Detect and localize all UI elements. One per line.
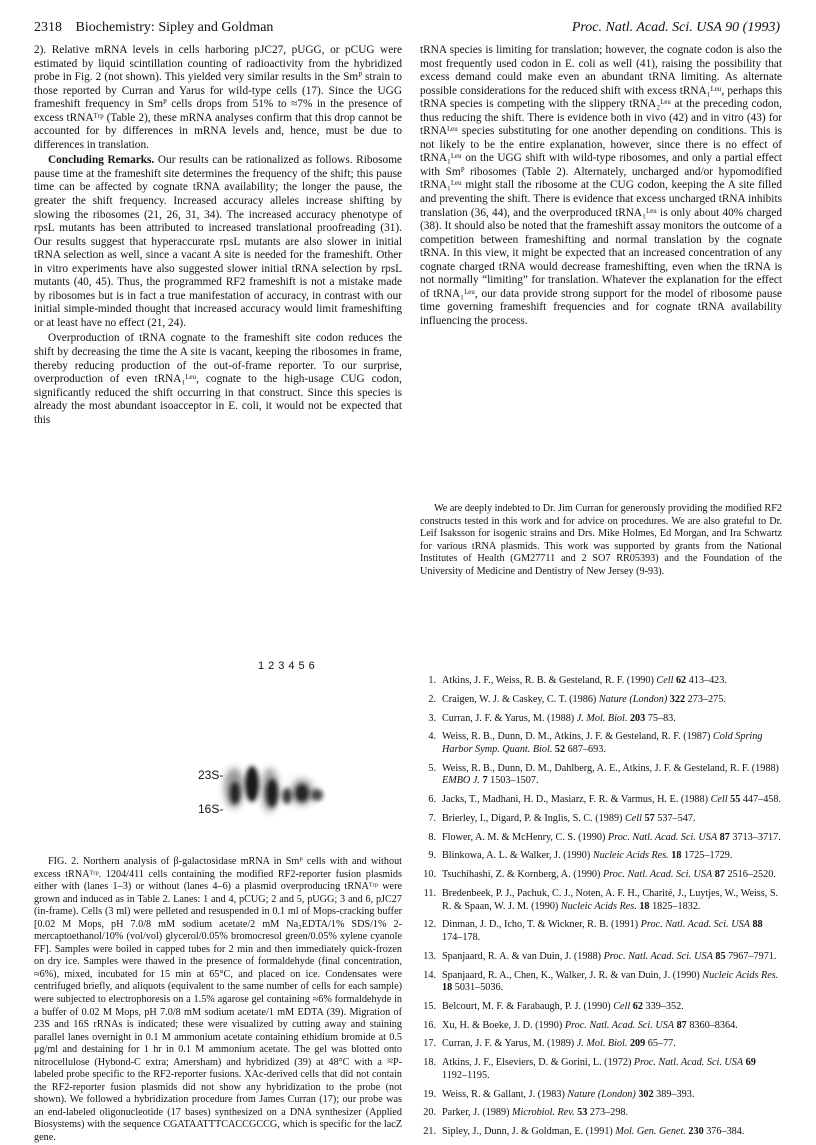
paragraph-text: Our results can be rationalized as follows. Ribosome pause time at the frameshift site determines the frequency of the shift; this pause time can be affected by cognate tRNA availability; the longer the pause, the greater the shift frequency. Increased accuracy alleles increase shifting by slowing the ribosomes (21, 26, 31, 34). The increased accuracy phenotype of rpsL mutants has been attributed to increased translational proofreading (31). Our results suggest that hyperaccurate rpsL mutants are also slower in initial tRNA selection as well, since a vacant A site is needed for the frameshift. Other in vitro experiments have also suggested slower initial tRNA selection by rpsL mutants (40, 45). Thus, the programmed RF2 frameshift is not a mistake made by ribosomes but is in fact a true manifestation of accuracy, in contrast with our initial simple-minded thought that increased accuracy would limit frameshifting or at least have no effect (21, 24). (34, 154, 402, 329)
reference-number: 20. (423, 1107, 436, 1119)
reference-volume: 88 (752, 919, 763, 931)
reference-item (420, 888, 782, 913)
reference-journal: J. Mol. Biol. (576, 712, 628, 724)
reference-authors: Craigen, W. J. & Caskey, C. T. (1986) (442, 693, 597, 705)
reference-pages: 7967–7971. (728, 950, 777, 962)
reference-pages: 2516–2520. (727, 869, 776, 881)
reference-authors: Sipley, J., Dunn, J. & Goldman, E. (1991) (442, 1126, 613, 1138)
band-lane-5 (295, 784, 309, 802)
reference-item (420, 1020, 782, 1033)
caption-text: FIG. 2. Northern analysis of β-galactosidase mRNA in Smᴾ cells with and without excess tRNAᵀʳᵖ. 1204/411 cells containing the modified RF2-reporter fusion plasmids either with (lanes 1–3) or without (lanes 4–6) a plasmid overproducing tRNAᵀʳᵖ were grown and induced as in Table 2. Lanes: 1 and 4, pCUG; 2 and 5, pUGG; 3 and 6, pJC27 (in-frame). Cells (3 ml) were pelleted and resuspended in 0.1 ml of Mops-cracking buffer [0.02 M Mops, pH 7.0/8 mM sodium acetate/2 mM Na₃EDTA/1% SDS/1% 2-mercaptoethanol/10% (vol/vol) glycerol/0.05% bromocresol green/0.05% xylene cyanole FF]. Samples were boiled in capped tubes for 2 min and then immediately quick-frozen on dry ice. Samples were thawed in the presence of formaldehyde (final concentration, ≈6%), mixed, incubated for 15 min at 65°C, and placed on ice. Condensates were centrifuged briefly, and aliquots (equivalent to the same number of cells for each sample) were subjected to electrophoresis on a 1.5% agarose gel containing ≈6% formaldehyde in a buffer of 0.02 M Mops, pH 7.0/8 mM sodium acetate/1 mM EDTA (39). Migration of 23S and 16S rRNAs is indicated; these were visualized by cutting away and staining parallel lanes overnight in 0.1 M ammonium acetate containing ethidium bromide at 0.5 μg/ml and destaining for 1 hr in 0.1 M ammonium acetate. The gel was blotted onto nitrocellulose (Hybond-C extra; Amersham) and hybridized (39) at 48°C with a ³²P-labeled probe specific to the RF2-reporter fusions. XAc-derived cells that did not contain the RF2-reporter fusion plasmids did not show any hybridization to the probe (not shown). We followed a hybridization procedure from James Curran (17); our probe was an end-labeled oligonucleotide (17 bases) synthesized on a DNA synthesizer (Applied Biosystems) with the sequence CGATAATTTCACCGCCG, which is specific for the lacZ gene. (34, 856, 402, 1144)
section-title: Biochemistry: Sipley and Goldman (75, 20, 274, 35)
reference-authors: Dinman, J. D., Icho, T. & Wickner, R. B. (1991) (442, 919, 639, 931)
reference-volume: 87 (676, 1019, 687, 1031)
page-number: 2318 (34, 20, 62, 35)
reference-number: 13. (423, 950, 436, 962)
reference-pages: 174–178. (442, 931, 481, 943)
reference-item (420, 1057, 782, 1082)
header-left (34, 20, 273, 36)
reference-pages: 413–423. (688, 675, 727, 686)
reference-pages: 8360–8364. (689, 1019, 738, 1031)
reference-pages: 447–458. (742, 794, 782, 806)
reference-journal: Microbiol. Rev. (512, 1107, 575, 1119)
reference-item (420, 675, 782, 688)
reference-journal: Cell (624, 812, 642, 824)
reference-item (420, 813, 782, 826)
reference-authors: Tsuchihashi, Z. & Kornberg, A. (1990) (442, 869, 601, 881)
reference-volume: 209 (629, 1038, 646, 1050)
reference-item (420, 694, 782, 707)
reference-volume: 230 (688, 1126, 704, 1138)
band-lane-2 (245, 766, 259, 802)
reference-volume: 62 (675, 675, 687, 686)
reference-journal: Proc. Natl. Acad. Sci. USA (603, 950, 713, 962)
reference-pages: 537–547. (657, 812, 696, 824)
reference-volume: 57 (644, 812, 655, 824)
reference-item (420, 1126, 782, 1139)
marker-16s-label: 16S- (198, 802, 224, 816)
reference-item (420, 869, 782, 882)
acknowledgments (420, 503, 782, 578)
reference-authors: Weiss, R. & Gallant, J. (1983) (442, 1088, 565, 1100)
reference-volume: 18 (671, 850, 682, 862)
reference-journal: Nature (London) (567, 1088, 636, 1100)
reference-authors: Jacks, T., Madhani, H. D., Masiarz, F. R. & Varmus, H. E. (1988) (442, 794, 709, 806)
reference-journal: J. Mol. Biol. (576, 1038, 628, 1050)
reference-item (420, 713, 782, 726)
reference-item (420, 919, 782, 944)
band-lane-3 (266, 779, 278, 807)
reference-volume: 87 (719, 831, 730, 843)
reference-number: 1. (428, 675, 436, 686)
band-lane-1 (230, 782, 240, 804)
reference-pages: 687–693. (567, 743, 606, 755)
lane-numbers: 123456 (258, 660, 319, 672)
reference-number: 10. (423, 869, 436, 881)
reference-authors: Weiss, R. B., Dunn, D. M., Dahlberg, A. E., Atkins, J. F. & Gesteland, R. F. (1988) (442, 762, 779, 774)
reference-number: 9. (428, 850, 436, 862)
reference-number: 4. (428, 731, 436, 743)
reference-number: 11. (423, 888, 436, 899)
page-header (34, 20, 780, 40)
reference-pages: 1825–1832. (652, 900, 701, 912)
reference-journal: Cold Spring Harbor Symp. Quant. Biol. (442, 731, 763, 755)
reference-journal: Cell (710, 794, 728, 806)
reference-volume: 302 (638, 1088, 654, 1100)
band-lane-6 (311, 789, 323, 801)
reference-authors: Xu, H. & Boeke, J. D. (1990) (442, 1019, 563, 1031)
reference-volume: 52 (554, 743, 566, 755)
reference-authors: Flower, A. M. & McHenry, C. S. (1990) (442, 831, 606, 843)
reference-authors: Curran, J. F. & Yarus, M. (1988) (442, 712, 575, 724)
reference-volume: 62 (632, 1000, 643, 1012)
reference-authors: Brierley, I., Digard, P. & Inglis, S. C. (1989) (442, 812, 623, 824)
right-column (420, 44, 782, 328)
reference-authors: Parker, J. (1989) (442, 1107, 510, 1119)
reference-number: 16. (423, 1019, 436, 1031)
reference-number: 18. (423, 1057, 436, 1069)
reference-pages: 1725–1729. (684, 850, 733, 862)
band-lane-4 (282, 788, 292, 804)
reference-authors: Blinkowa, A. L. & Walker, J. (1990) (442, 850, 591, 862)
reference-pages: 1503–1507. (490, 775, 539, 787)
reference-item (420, 1089, 782, 1102)
reference-list (420, 675, 782, 1145)
reference-authors: Weiss, R. B., Dunn, D. M., Atkins, J. F. & Gesteland, R. F. (1987) (442, 731, 711, 743)
reference-authors: Curran, J. F. & Yarus, M. (1989) (442, 1038, 575, 1050)
reference-authors: Atkins, J. F., Weiss, R. B. & Gesteland, R. F. (1990) (442, 675, 654, 686)
reference-item (420, 1107, 782, 1120)
paragraph: tRNA species is limiting for translation; however, the cognate codon is also the most frequently used codon in E. coli as well (41), raising the possibility that excess demand could make even an abundant tRNA limiting. As alternate possible considerations for the reduced shift with excess tRNA₁ᴸᵉᵘ, perhaps this tRNA species is competing with the slippery tRNA₂ᴸᵉᵘ at the preceding codon, thus reducing the shift. There is evidence both in vivo (42) and in vitro (43) for tRNAᴸᵉᵘ species substituting for one another depending on conditions. This is not likely to be the entire explanation, however, since there is no effect of tRNA₁ᴸᵉᵘ on the UGG shift with wild-type ribosomes, and only a partial effect with Smᴾ ribosomes (Table 2). Alternately, uncharged and/or hypomodified tRNA₁ᴸᵉᵘ might stall the ribosome at the CUG codon, keeping the A site filled and preventing the shift. There is evidence that excess uncharged tRNA inhibits translation (36, 44), and the overproduced tRNA₁ᴸᵉᵘ is only about 40% charged (38). It should also be noted that the frameshift assay monitors the outcome of a competition between frameshifting and normal translation by the cognate tRNA. In this view, it might be expected that an increased concentration of any cognate charged tRNA would decrease frameshifting, even when the tRNA is not normally “limiting” for translation. Whatever the explanation for the effect of tRNA₁ᴸᵉᵘ, our data provide strong support for the model of ribosome pause time governing frameshift frequencies and for cognate tRNA availability influencing the process. (420, 44, 782, 327)
figure-northern-blot (34, 660, 402, 840)
paragraph: Overproduction of tRNA cognate to the frameshift site codon reduces the shift by decreasing the time the A site is vacant, keeping the ribosomes in frame, thereby reducing production of the out-of-frame reporter. To our surprise, overproduction of even tRNA₁ᴸᵉᵘ, cognate to the high-usage CUG codon, significantly reduced the shift occurring in that construct. Since this species is already the most abundant isoacceptor in E. coli, it would not be expected that this (34, 332, 402, 426)
reference-item (420, 850, 782, 863)
reference-volume: 69 (745, 1057, 756, 1069)
reference-pages: 273–275. (687, 693, 726, 705)
reference-journal: Cell (656, 675, 674, 686)
reference-volume: 85 (715, 950, 726, 962)
paragraph: 2). Relative mRNA levels in cells harboring pJC27, pUGG, or pCUG were estimated by liquid scintillation counting of radioactivity from the hybridized probe in Fig. 2 (not shown). This yielded very similar results in the Smᴾ strain to those reported by Curran and Yarus for wild-type cells (17). Since the UGG frameshift frequency in Smᴾ cells drops from 51% to ≈7% in the presence of excess tRNAᵀʳᵖ (Table 2), these mRNA analyses confirm that this drop cannot be accounted for by differences in mRNA levels and, hence, must be due to differences in translation. (34, 44, 402, 151)
reference-pages: 75–83. (647, 712, 676, 724)
reference-authors: Bredenbeek, P. J., Pachuk, C. J., Noten, A. F. H., Charité, J., Luytjes, W., Weiss, S. R. & Spaan, W. J. M. (1990) (442, 888, 779, 912)
reference-number: 5. (428, 762, 436, 774)
paragraph-concluding-remarks (34, 154, 402, 330)
reference-pages: 65–77. (647, 1038, 676, 1050)
reference-journal: Cell (613, 1000, 631, 1012)
reference-item (420, 763, 782, 788)
reference-pages: 3713–3717. (732, 831, 781, 843)
reference-volume: 203 (629, 712, 646, 724)
reference-item (420, 731, 782, 756)
reference-pages: 376–384. (706, 1126, 745, 1138)
reference-pages: 1192–1195. (442, 1069, 490, 1081)
reference-number: 17. (423, 1038, 436, 1050)
reference-pages: 389–393. (656, 1088, 695, 1100)
reference-number: 14. (423, 969, 436, 981)
journal-citation: Proc. Natl. Acad. Sci. USA 90 (1993) (571, 20, 780, 35)
reference-item (420, 951, 782, 964)
reference-item (420, 1001, 782, 1014)
reference-journal: Mol. Gen. Genet. (615, 1126, 686, 1138)
reference-volume: 18 (442, 982, 453, 994)
reference-number: 7. (428, 812, 436, 824)
reference-number: 15. (423, 1000, 436, 1012)
reference-number: 8. (428, 831, 436, 843)
reference-journal: Nature (London) (598, 693, 668, 705)
reference-authors: Atkins, J. F., Elseviers, D. & Gorini, L. (1972) (442, 1057, 632, 1069)
reference-number: 21. (423, 1126, 436, 1138)
reference-item (420, 832, 782, 845)
reference-journal: Nucleic Acids Res. (592, 850, 669, 862)
reference-journal: Proc. Natl. Acad. Sci. USA (607, 831, 718, 843)
reference-journal: Proc. Natl. Acad. Sci. USA (564, 1019, 675, 1031)
reference-volume: 87 (714, 869, 725, 881)
reference-journal: Nucleic Acids Res. (560, 900, 637, 912)
reference-pages: 273–298. (589, 1107, 629, 1119)
reference-journal: EMBO J. (442, 775, 480, 787)
reference-item (420, 794, 782, 807)
figure-caption (34, 856, 402, 1145)
reference-pages: 5031–5036. (454, 982, 504, 994)
reference-journal: Proc. Natl. Acad. Sci. USA (633, 1057, 744, 1069)
reference-pages: 339–352. (645, 1000, 684, 1012)
reference-authors: Spanjaard, R. A., Chen, K., Walker, J. R. & van Duin, J. (1990) (442, 969, 700, 981)
reference-journal: Proc. Natl. Acad. Sci. USA (640, 919, 750, 931)
reference-journal: Nucleic Acids Res. (702, 969, 779, 981)
reference-volume: 7 (482, 775, 488, 787)
reference-volume: 18 (639, 900, 650, 912)
reference-number: 19. (423, 1088, 436, 1100)
reference-item (420, 970, 782, 995)
marker-23s-label: 23S- (198, 768, 224, 782)
reference-volume: 322 (669, 693, 686, 705)
reference-item (420, 1038, 782, 1051)
reference-authors: Spanjaard, R. A. & van Duin, J. (1988) (442, 950, 602, 962)
reference-authors: Belcourt, M. F. & Farabaugh, P. J. (1990) (442, 1000, 611, 1012)
reference-volume: 53 (577, 1107, 588, 1119)
reference-number: 6. (428, 794, 436, 806)
reference-number: 12. (423, 919, 436, 931)
reference-journal: Proc. Natl. Acad. Sci. USA (602, 869, 713, 881)
reference-number: 2. (428, 693, 436, 705)
reference-number: 3. (428, 712, 436, 724)
acknowledgments-text: We are deeply indebted to Dr. Jim Curran for generously providing the modified RF2 constructs tested in this work and for advice on procedures. We are also grateful to Dr. Leif Isaksson for isogenic strains and Drs. Mike Holmes, Ed Morgan, and Ira Schwartz for various tRNA plasmids. This work was supported by grants from the National Institutes of Health (GM27711 and 2 SO7 RR05393) and the Foundation of the University of Medicine and Dentistry of New Jersey (9-93). (420, 503, 782, 577)
reference-volume: 55 (730, 794, 741, 806)
section-heading: Concluding Remarks. (48, 154, 155, 167)
left-column (34, 44, 402, 427)
